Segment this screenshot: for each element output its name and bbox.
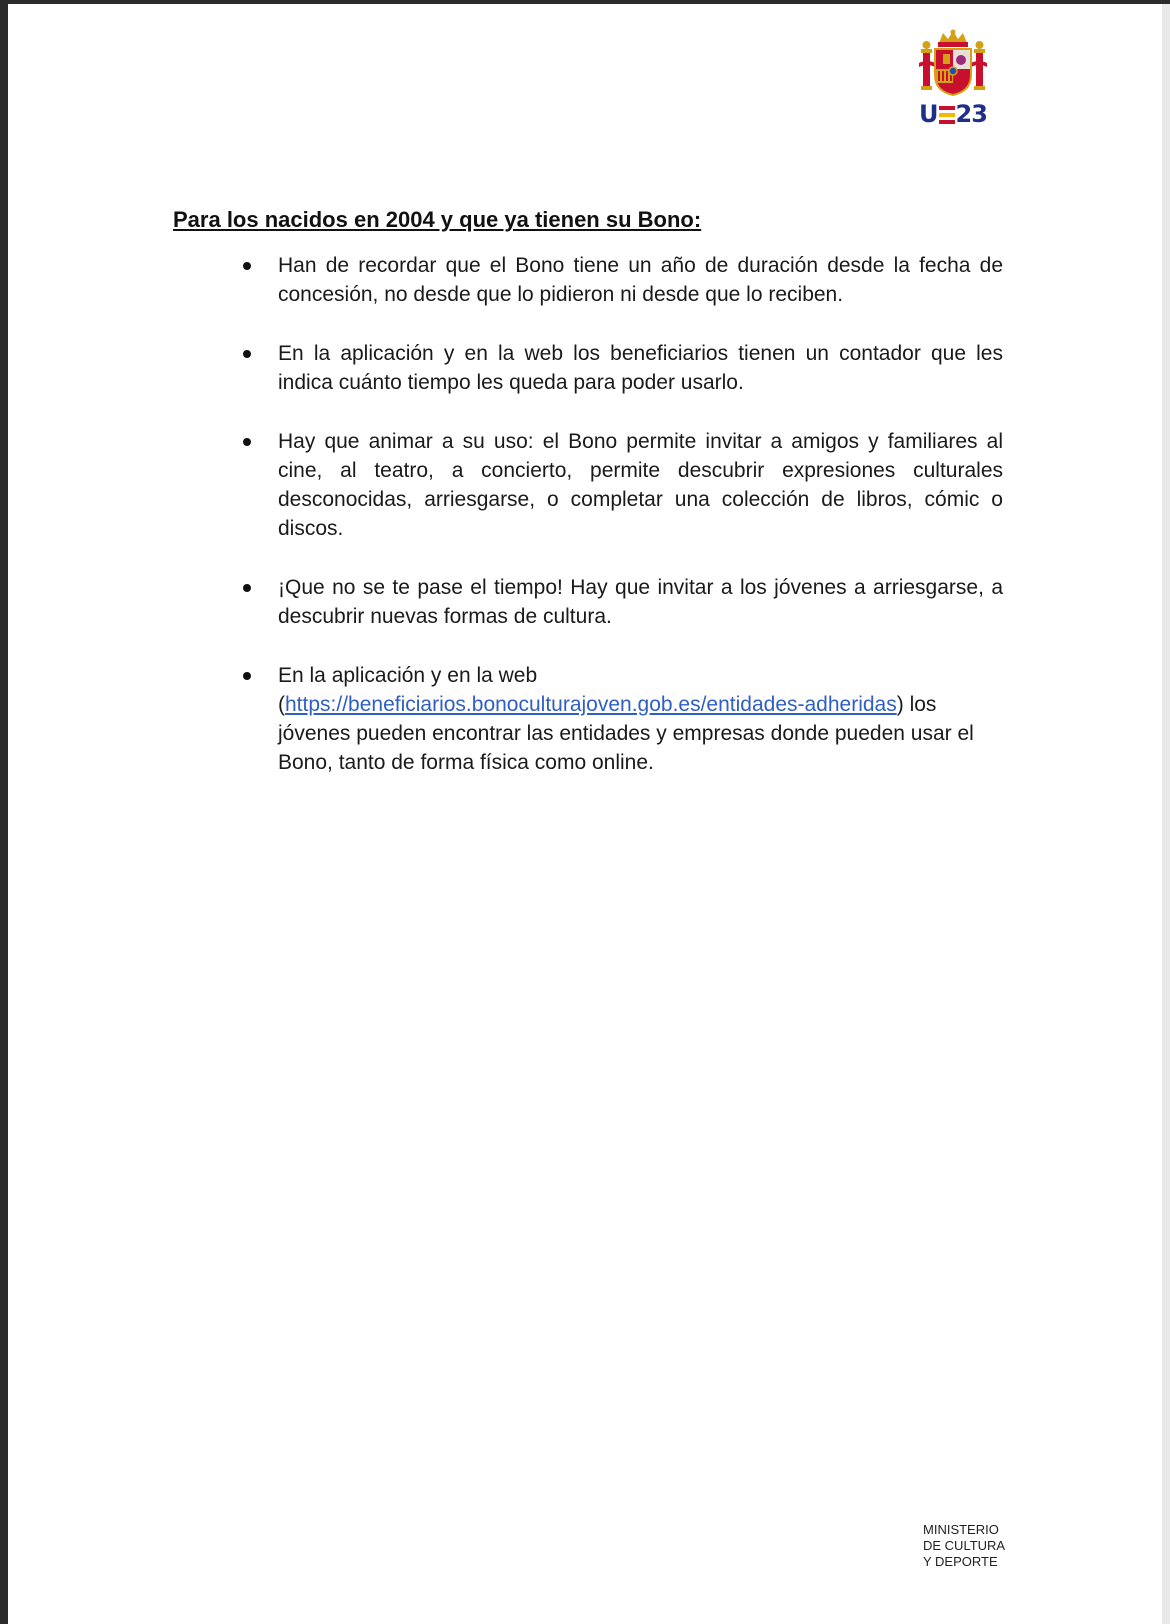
paren-open: ( xyxy=(278,693,285,716)
list-item: En la aplicación y en la web los beneficiarios tienen un contador que les indica cuánto tiempo les queda para poder usarlo. xyxy=(278,339,1003,397)
list-item: ¡Que no se te pase el tiempo! Hay que invitar a los jóvenes a arriesgarse, a descubrir nuevas formas de cultura. xyxy=(278,573,1003,631)
ue23-logo-letter: U xyxy=(919,100,938,128)
list-item-text: En la aplicación y en la web xyxy=(278,664,538,687)
spanish-flag-bars-icon xyxy=(939,106,955,124)
coat-of-arms-icon xyxy=(919,29,987,99)
flag-bar-bottom xyxy=(939,120,955,124)
list-item xyxy=(278,661,1003,777)
viewer-scroll-edge xyxy=(1162,4,1170,1624)
list-item: Hay que animar a su uso: el Bono permite invitar a amigos y familiares al cine, al teatro, a concierto, permite descubrir expresiones culturales desconocidas, arriesgarse, o completar una colección de libros, cómic o discos. xyxy=(278,427,1003,543)
ministry-line: Y DEPORTE xyxy=(923,1554,998,1569)
flag-bar-top xyxy=(939,106,955,110)
list-item-text-after: ) los jóvenes pueden encontrar las entidades y empresas donde pueden usar el Bono, tanto de forma física como online. xyxy=(278,693,974,774)
ministry-footer xyxy=(923,1522,1005,1570)
list-item: Han de recordar que el Bono tiene un año de duración desde la fecha de concesión, no desde que lo pidieron ni desde que lo reciben. xyxy=(278,251,1003,309)
flag-bar-middle xyxy=(939,113,955,117)
bullet-list xyxy=(278,251,1003,807)
entidades-adheridas-link[interactable]: https://beneficiarios.bonoculturajoven.gob.es/entidades-adheridas xyxy=(285,693,897,716)
ministry-line: DE CULTURA xyxy=(923,1538,1006,1553)
ministry-line: MINISTERIO xyxy=(923,1522,999,1537)
document-heading: Para los nacidos en 2004 y que ya tienen su Bono: xyxy=(173,207,702,232)
document-page xyxy=(8,4,1162,1624)
ue23-logo xyxy=(919,100,989,128)
ue23-logo-number: 23 xyxy=(955,100,987,128)
